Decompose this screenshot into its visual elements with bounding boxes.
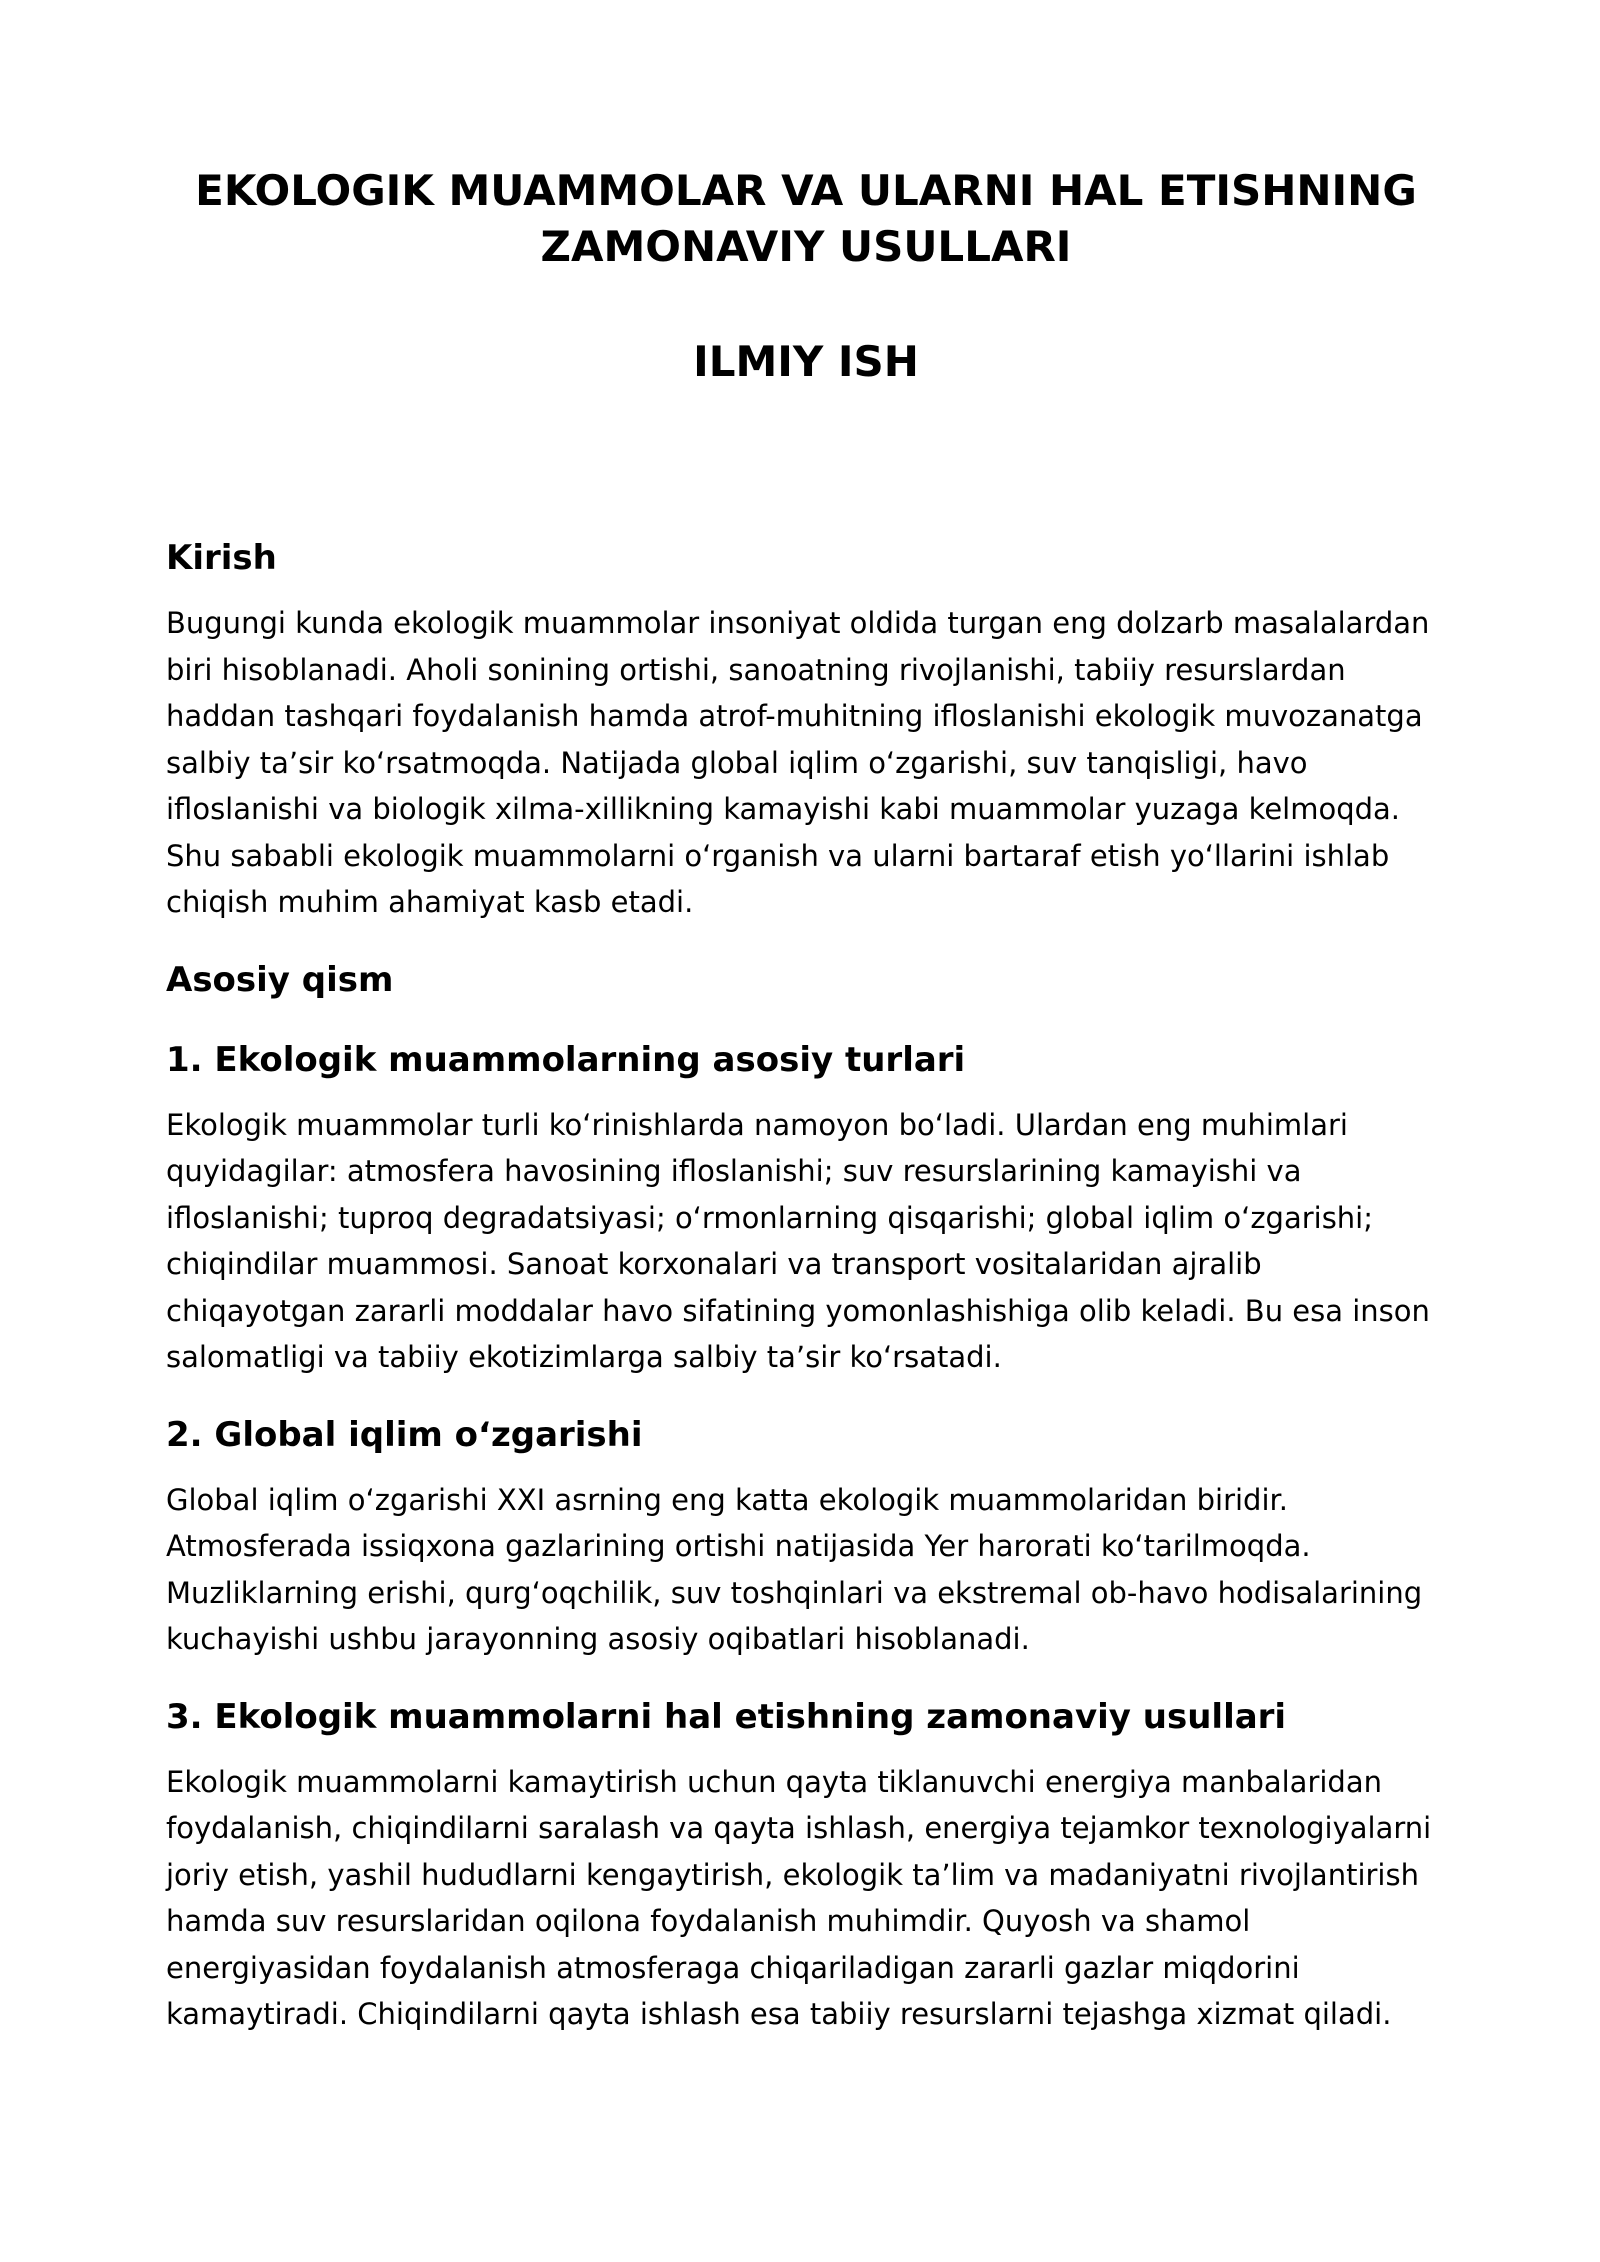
section-3-heading: 3. Ekologik muammolarni hal etishning zamonaviy usullari (166, 1696, 1287, 1737)
title-line-2: ZAMONAVIY USULLARI (540, 222, 1072, 271)
section-1-paragraph: Ekologik muammolar turli ko‘rinishlarda namoyon bo‘ladi. Ulardan eng muhimlari quyidagilar: atmosfera havosining ifloslanishi; suv resurslarining kamayishi va ifloslanishi; tuproq degradatsiyasi; o‘rmonlarning qisqarishi; global iqlim o‘zgarishi; chiqindilar muammosi. Sanoat korxonalari va transport vositalaridan ajralib chiqayotgan zararli moddalar havo sifatining yomonlashishiga olib keladi. Bu esa inson salomatligi va tabiiy ekotizimlarga salbiy ta’sir ko‘rsatadi. (166, 1107, 1430, 1374)
intro-heading: Kirish (166, 538, 277, 578)
document-body (166, 534, 1446, 2038)
section-3-paragraph: Ekologik muammolarni kamaytirish uchun qayta tiklanuvchi energiya manbalaridan foydalanish, chiqindilarni saralash va qayta ishlash, energiya tejamkor texnologiyalarni joriy etish, yashil hududlarni kengaytirish, ekologik ta’lim va madaniyatni rivojlantirish hamda suv resurslaridan oqilona foydalanish muhimdir. Quyosh va shamol energiyasidan foydalanish atmosferaga chiqariladigan zararli gazlar miqdorini kamaytiradi. Chiqindilarni qayta ishlash esa tabiiy resurslarni tejashga xizmat qiladi. (166, 1764, 1432, 2031)
document-title (166, 163, 1446, 275)
title-line-1: EKOLOGIK MUAMMOLAR VA ULARNI HAL ETISHNING (195, 166, 1417, 215)
section-2-heading: 2. Global iqlim o‘zgarishi (166, 1414, 643, 1455)
section-1-heading: 1. Ekologik muammolarning asosiy turlari (166, 1039, 966, 1080)
main-part-heading: Asosiy qism (166, 959, 394, 1000)
intro-paragraph: Bugungi kunda ekologik muammolar insoniyat oldida turgan eng dolzarb masalalardan biri hisoblanadi. Aholi sonining ortishi, sanoatning rivojlanishi, tabiiy resurslardan haddan tashqari foydalanish hamda atrof-muhitning ifloslanishi ekologik muvozanatga salbiy ta’sir ko‘rsatmoqda. Natijada global iqlim o‘zgarishi, suv tanqisligi, havo ifloslanishi va biologik xilma-xillikning kamayishi kabi muammolar yuzaga kelmoqda. Shu sababli ekologik muammolarni o‘rganish va ularni bartaraf etish yo‘llarini ishlab chiqish muhim ahamiyat kasb etadi. (166, 606, 1430, 919)
document-subtitle: ILMIY ISH (693, 337, 919, 386)
section-2-paragraph: Global iqlim o‘zgarishi XXI asrning eng katta ekologik muammolaridan biridir. Atmosferada issiqxona gazlarining ortishi natijasida Yer harorati ko‘tarilmoqda. Muzliklarning erishi, qurg‘oqchilik, suv toshqinlari va ekstremal ob-havo hodisalarining kuchayishi ushbu jarayonning asosiy oqibatlari hisoblanadi. (166, 1482, 1423, 1656)
